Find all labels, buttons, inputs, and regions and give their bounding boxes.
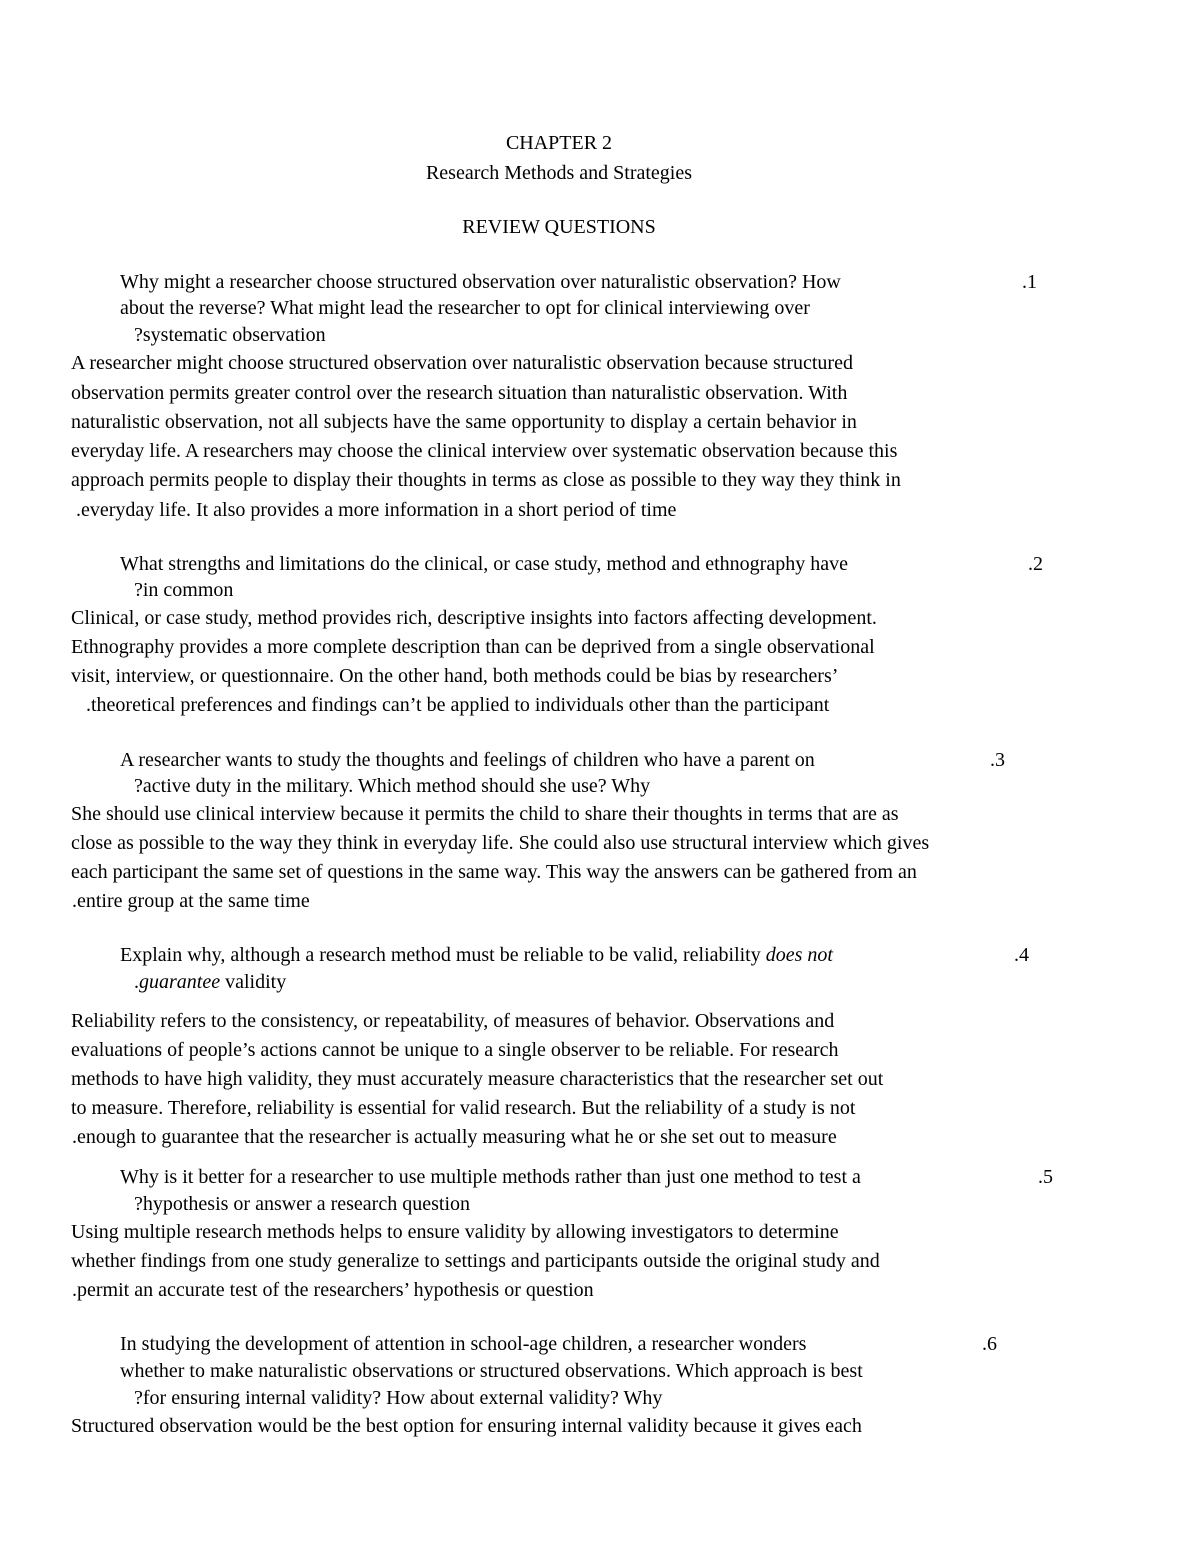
answer-text: evaluations of people’s actions cannot be unique to a single observer to be reliable. For research — [71, 1039, 839, 1061]
answer-text: visit, interview, or questionnaire. On the other hand, both methods could be bias by researchers’ — [71, 665, 839, 687]
question-text: ?for ensuring internal validity? How about external validity? Why — [134, 1387, 663, 1409]
question-text — [120, 941, 833, 969]
answer-text: Using multiple research methods helps to ensure validity by allowing investigators to determine — [71, 1221, 839, 1243]
question-text: Why might a researcher choose structured observation over naturalistic observation? How — [120, 271, 841, 293]
question-text: ?in common — [134, 579, 234, 601]
question-text — [134, 968, 286, 996]
answer-text: naturalistic observation, not all subjects have the same opportunity to display a certain behavior in — [71, 411, 857, 433]
answer-text: Clinical, or case study, method provides rich, descriptive insights into factors affecting development. — [71, 607, 877, 629]
question-text: about the reverse? What might lead the researcher to opt for clinical interviewing over — [120, 297, 810, 319]
question-number: .1 — [1022, 271, 1037, 293]
question-text: whether to make naturalistic observations or structured observations. Which approach is best — [120, 1360, 863, 1382]
answer-text: .permit an accurate test of the researchers’ hypothesis or question — [72, 1279, 594, 1301]
answer-text: A researcher might choose structured observation over naturalistic observation because structured — [71, 352, 853, 374]
question-text: Why is it better for a researcher to use multiple methods rather than just one method to test a — [120, 1166, 861, 1188]
question-text: ?hypothesis or answer a research question — [134, 1193, 470, 1215]
answer-text: methods to have high validity, they must accurately measure characteristics that the researcher set out — [71, 1068, 884, 1090]
answer-text: Structured observation would be the best option for ensuring internal validity because it gives each — [71, 1415, 862, 1437]
question-text-part: validity — [220, 971, 287, 993]
answer-text: .theoretical preferences and findings can’t be applied to individuals other than the participant — [86, 694, 830, 716]
answer-text: Ethnography provides a more complete description than can be deprived from a single observational — [71, 636, 875, 658]
question-text: In studying the development of attention in school-age children, a researcher wonders — [120, 1333, 807, 1355]
section-heading: REVIEW QUESTIONS — [462, 216, 656, 238]
answer-text: to measure. Therefore, reliability is essential for valid research. But the reliability of a study is not — [71, 1097, 856, 1119]
answer-text: She should use clinical interview because it permits the child to share their thoughts in terms that are as — [71, 803, 899, 825]
answer-text: close as possible to the way they think in everyday life. She could also use structural interview which gives — [71, 832, 930, 854]
question-emphasis: does not — [765, 944, 833, 966]
question-text-part: . — [134, 971, 139, 993]
answer-text: approach permits people to display their thoughts in terms as close as possible to they way they think in — [71, 469, 901, 491]
question-emphasis: guarantee — [139, 971, 221, 993]
answer-text: .enough to guarantee that the researcher is actually measuring what he or she set out to measure — [72, 1126, 837, 1148]
chapter-heading: CHAPTER 2 — [505, 132, 613, 154]
question-text: ?systematic observation — [134, 324, 326, 346]
answer-text: each participant the same set of questions in the same way. This way the answers can be gathered from an — [71, 861, 917, 883]
question-text-part: Explain why, although a research method must be reliable to be valid, reliability — [120, 944, 766, 966]
chapter-subtitle: Research Methods and Strategies — [425, 162, 693, 184]
question-number: .6 — [982, 1333, 997, 1355]
question-text: A researcher wants to study the thoughts and feelings of children who have a parent on — [120, 749, 815, 771]
question-number: .3 — [990, 749, 1005, 771]
question-text: What strengths and limitations do the clinical, or case study, method and ethnography have — [120, 553, 848, 575]
answer-text: Reliability refers to the consistency, or repeatability, of measures of behavior. Observations and — [71, 1010, 835, 1032]
answer-text: everyday life. A researchers may choose the clinical interview over systematic observation because this — [71, 440, 898, 462]
answer-text: .everyday life. It also provides a more information in a short period of time — [76, 499, 677, 521]
question-number: .5 — [1038, 1166, 1053, 1188]
question-number: .4 — [1014, 944, 1029, 966]
question-text: ?active duty in the military. Which method should she use? Why — [134, 775, 651, 797]
question-number: .2 — [1028, 553, 1043, 575]
answer-text: whether findings from one study generalize to settings and participants outside the original study and — [71, 1250, 880, 1272]
answer-text: observation permits greater control over the research situation than naturalistic observation. With — [71, 382, 848, 404]
answer-text: .entire group at the same time — [72, 890, 310, 912]
